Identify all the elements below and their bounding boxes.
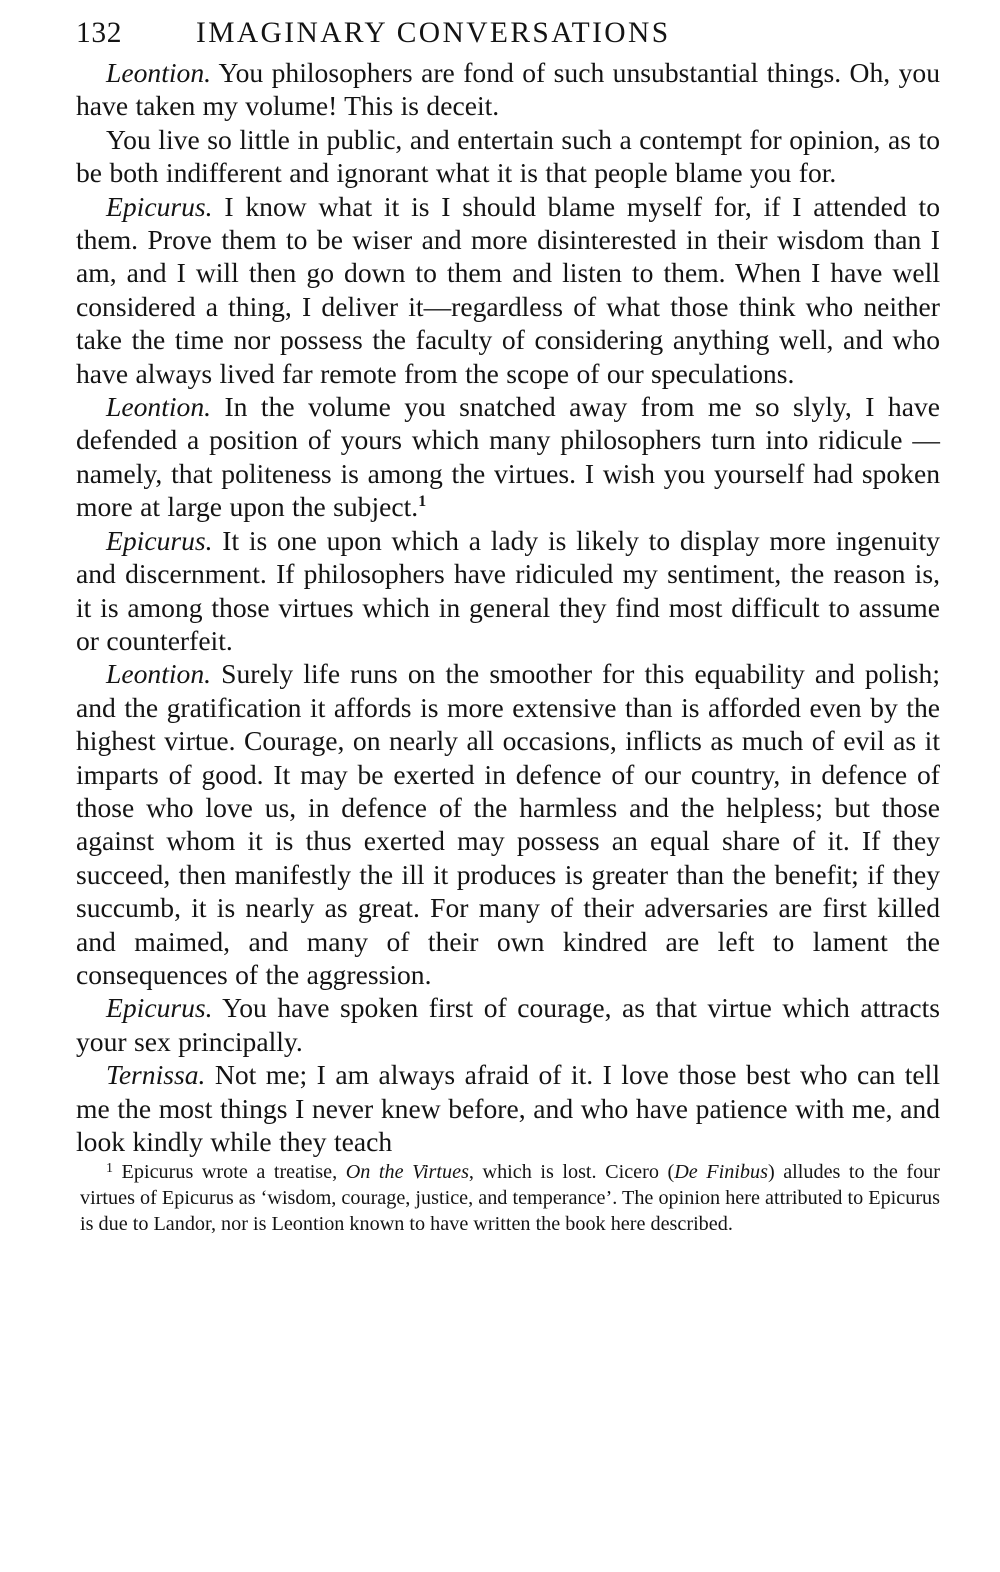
footnote bbox=[80, 1160, 940, 1237]
paragraph bbox=[76, 123, 940, 190]
book-title: De Finibus bbox=[674, 1161, 768, 1184]
paragraph-text: You philosophers are fond of such unsubstantial things. Oh, you have taken my volume! This is deceit. bbox=[76, 57, 940, 122]
running-head bbox=[76, 10, 940, 56]
paragraph bbox=[76, 991, 940, 1058]
footnote-text bbox=[80, 1160, 940, 1237]
paragraph-text: You have spoken first of courage, as that virtue which attracts your sex principally. bbox=[76, 992, 941, 1057]
footnote-text-part: ) alludes to the four virtues of Epicurus as ‘wisdom, courage, justice, and temperance’. The opinion here attributed to Epicurus is due to Landor, nor is Leontion known to have written the book here described. bbox=[80, 1161, 940, 1235]
speaker-name: Leontion. bbox=[106, 658, 212, 690]
paragraph bbox=[76, 390, 940, 524]
running-title: IMAGINARY CONVERSATIONS bbox=[196, 17, 671, 49]
speaker-name: Epicurus. bbox=[106, 190, 213, 222]
footnote-text-part: , which is lost. Cicero ( bbox=[468, 1161, 675, 1184]
footnote-reference[interactable]: 1 bbox=[418, 493, 427, 511]
dialogue-text bbox=[76, 56, 940, 1158]
speaker-name: Leontion. bbox=[106, 57, 212, 88]
speaker-name: Leontion. bbox=[106, 391, 212, 423]
footnote-mark: 1 bbox=[106, 1161, 113, 1177]
paragraph bbox=[76, 190, 940, 390]
book-page bbox=[76, 10, 940, 1237]
speaker-name: Epicurus. bbox=[106, 524, 213, 556]
book-title: On the Virtues bbox=[345, 1161, 469, 1184]
paragraph-text: I know what it is I should blame myself for, if I attended to them. Prove them to be wiser and more disinterested in their wisdom than I am, and I will then go down to them and listen to them. When I have well considered a thing, I deliver it—regardless of what those think who neither take the time nor possess the faculty of considering anything well, and who have always lived far remote from the scope of our speculations. bbox=[76, 190, 940, 389]
paragraph bbox=[76, 657, 940, 991]
paragraph bbox=[76, 524, 940, 658]
footnote-text-part: Epicurus wrote a treatise, bbox=[121, 1161, 346, 1184]
paragraph-text: Surely life runs on the smoother for this equability and polish; and the gratification it affords is more extensive than is afforded even by the highest virtue. Courage, on nearly all occasions, inflicts as much of evil as it imparts of good. It may be exerted in defence of our country, in defence of those who love us, in defence of the harmless and the helpless; but those against whom it is thus exerted may possess an equal share of it. If they succeed, then manifestly the ill it produces is greater than the benefit; if they succumb, it is nearly as great. For many of their adversaries are first killed and maimed, and many of their own kindred are left to lament the consequences of the aggression. bbox=[76, 658, 940, 990]
paragraph-text: It is one upon which a lady is likely to display more ingenuity and discernment. If philosophers have ridiculed my sentiment, the reason is, it is among those virtues which in general they find most difficult to assume or counterfeit. bbox=[76, 524, 940, 656]
speaker-name: Epicurus. bbox=[106, 992, 213, 1024]
paragraph-text: You live so little in public, and entertain such a contempt for opinion, as to be both indifferent and ignorant what it is that people blame you for. bbox=[76, 123, 940, 189]
speaker-name: Ternissa. bbox=[106, 1059, 206, 1091]
page-number: 132 bbox=[76, 17, 123, 49]
paragraph bbox=[76, 1058, 940, 1158]
paragraph bbox=[76, 56, 940, 123]
paragraph-text: In the volume you snatched away from me so slyly, I have defended a position of yours which many philosophers turn into ridicule — namely, that politeness is among the virtues. I wish you yourself had spoken more at large upon the subject. bbox=[76, 391, 940, 523]
paragraph-text: Not me; I am always afraid of it. I love those best who can tell me the most things I never knew before, and who have patience with me, and look kindly while they teach bbox=[76, 1059, 940, 1157]
